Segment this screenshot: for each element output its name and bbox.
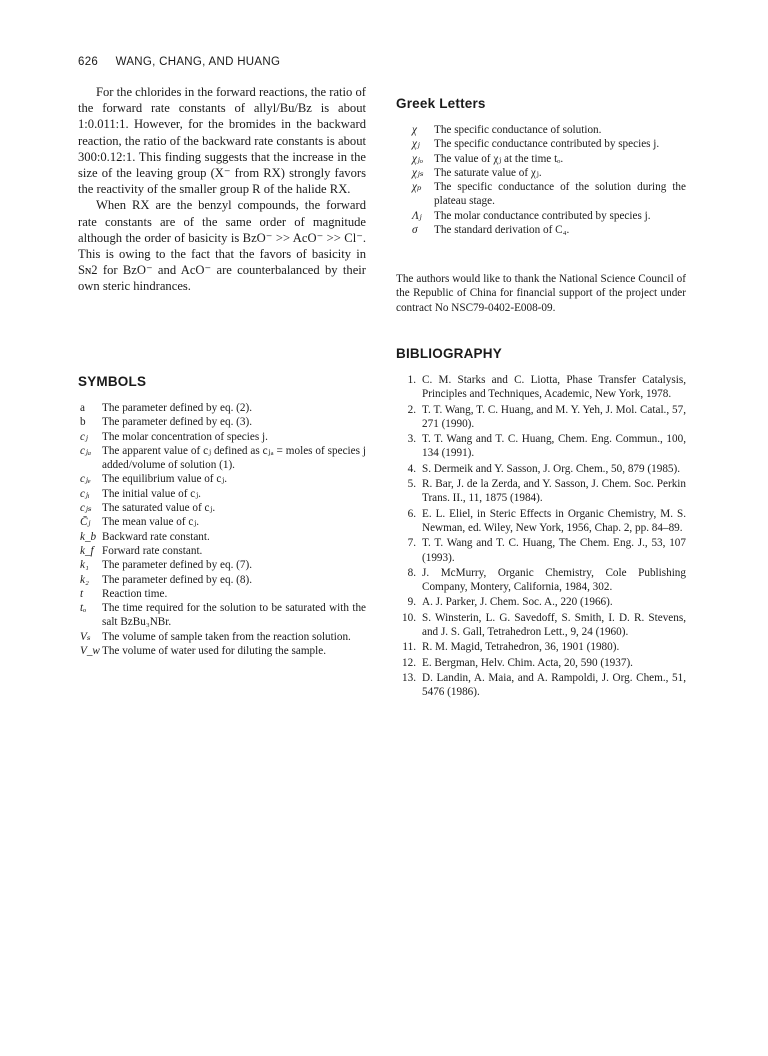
reference-text: S. Winsterin, L. G. Savedoff, S. Smith, I. D. R. Stevens, and J. S. Gall, Tetrahedron Lett., 9, 24 (1960). [422,611,686,639]
symbol-entry [78,444,366,473]
left-column [78,84,366,295]
symbol-label: cⱼₛ [80,502,92,515]
symbol-entry [78,558,366,572]
definition-text: The volume of water used for diluting the sample. [102,645,327,658]
reference-text: T. T. Wang and T. C. Huang, The Chem. Eng. J., 53, 107 (1993). [422,537,686,564]
greek-symbol-label: χ [412,124,417,136]
symbol-label: k₂ [80,573,89,586]
greek-entry [396,223,686,237]
reference-text: E. L. Eliel, in Steric Effects in Organic Chemistry, M. S. Newman, ed. Wiley, New York, 1956, Chap. 2, pp. 84–89. [422,507,686,534]
symbol-label: a [80,402,85,414]
definition-text: The molar conductance contributed by species j. [434,209,651,222]
symbol-label: tₒ [80,602,87,615]
acknowledgment-text: The authors would like to thank the National Science Council of the Republic of China for financial support of the project under contract No NSC79-0402-E008-09. [396,273,686,314]
reference-item [396,566,686,595]
definition-text: The saturate value of χⱼ. [434,166,542,179]
greek-entry [396,166,686,180]
reference-number: 12. [402,656,416,669]
symbols-section [78,374,366,658]
greek-symbol-label: Λⱼ [412,209,422,222]
definition-text: The standard derivation of C₄. [434,224,570,237]
symbol-label: k₁ [80,559,89,572]
symbol-entry [78,415,366,429]
reference-item [396,507,686,536]
reference-text: C. M. Starks and C. Liotta, Phase Transfer Catalysis, Principles and Techniques, Academic, New York, 1978. [422,374,686,401]
greek-symbol-label: χⱼₛ [412,166,424,179]
reference-text: R. M. Magid, Tetrahedron, 36, 1901 (1980). [422,641,620,654]
reference-number: 11. [402,641,416,654]
running-header [78,56,280,68]
symbol-label: cⱼₐ [80,444,92,457]
acknowledgment-section [396,272,686,315]
definition-text: Forward rate constant. [102,544,203,557]
symbol-entry [78,430,366,444]
symbol-label: C̄ⱼ [80,516,91,529]
reference-number: 10. [402,611,416,624]
greek-list [396,123,686,237]
bibliography-list [396,373,686,700]
greek-symbol-label: σ [412,224,418,237]
reference-item [396,403,686,432]
bibliography-heading: BIBLIOGRAPHY [396,346,502,361]
symbol-entry [78,530,366,544]
body-paragraph-1: For the chlorides in the forward reactions, the ratio of the forward rate constants of allyl/Bu/Bz is about 1:0.011:1. However, for the bromides in the backward reaction, the ratio of the backward rate constants is about 300:0.12:1. This finding suggests that the increase in the size of the leaving group (X⁻ from RX) strongly favors the reactivity of the smaller group R of the halide RX. [78,85,366,197]
definition-text: The initial value of cⱼ. [102,487,201,500]
reference-item [396,536,686,565]
definition-text: The parameter defined by eq. (8). [102,573,253,586]
symbol-label: cⱼ [80,430,88,443]
reference-number: 13. [402,671,416,684]
reference-number: 7. [407,537,416,550]
symbol-entry [78,573,366,587]
symbol-entry [78,644,366,658]
reference-text: T. T. Wang, T. C. Huang, and M. Y. Yeh, J. Mol. Catal., 57, 271 (1990). [422,403,686,430]
greek-symbol-label: χⱼₒ [412,152,424,165]
symbol-label: t [80,587,84,600]
reference-text: T. T. Wang and T. C. Huang, Chem. Eng. Commun., 100, 134 (1991). [422,433,686,460]
symbol-entry [78,515,366,529]
definition-text: The molar concentration of species j. [102,430,268,443]
definition-text: The apparent value of cⱼ defined as cⱼₐ = moles of species j added/volume of solution (1). [102,444,366,472]
definition-text: The specific conductance of the solution during the plateau stage. [434,181,686,208]
symbol-entry [78,601,366,630]
symbol-entry [78,487,366,501]
reference-item [396,462,686,476]
definition-text: The equilibrium value of cⱼ. [102,473,228,486]
symbol-entry [78,401,366,415]
definition-text: The parameter defined by eq. (3). [102,416,253,429]
definition-text: The specific conductance contributed by species j. [434,138,660,151]
definition-text: Reaction time. [102,587,168,600]
reference-text: R. Bar, J. de la Zerda, and Y. Sasson, J. Chem. Soc. Perkin Trans. II., 11, 1875 (1984). [422,478,686,505]
definition-text: The parameter defined by eq. (7). [102,559,253,572]
symbol-entry [78,630,366,644]
reference-item [396,611,686,640]
reference-item [396,373,686,402]
reference-item [396,640,686,654]
definition-text: The parameter defined by eq. (2). [102,402,253,414]
symbol-label: k_b [80,530,97,543]
definition-text: Backward rate constant. [102,530,210,543]
symbol-entry [78,472,366,486]
reference-number: 2. [407,403,416,416]
greek-symbol-label: χₚ [412,181,422,194]
reference-text: J. McMurry, Organic Chemistry, Cole Publishing Company, Montery, California, 1984, 302. [422,566,686,594]
greek-section [396,96,686,237]
symbol-label: k_f [80,544,94,557]
symbol-label: V_w [80,645,100,658]
reference-item [396,432,686,461]
definition-text: The volume of sample taken from the reaction solution. [102,630,351,643]
greek-entry [396,137,686,151]
definition-text: The specific conductance of solution. [434,124,602,136]
page-number: 626 [78,56,99,68]
symbol-label: cⱼᵢ [80,487,90,500]
reference-number: 4. [407,462,416,475]
reference-item [396,477,686,506]
definition-text: The mean value of cⱼ. [102,516,200,529]
reference-text: S. Dermeik and Y. Sasson, J. Org. Chem., 50, 879 (1985). [422,462,681,475]
reference-text: A. J. Parker, J. Chem. Soc. A., 220 (1966). [422,596,613,609]
reference-number: 3. [407,433,416,446]
reference-item [396,671,686,700]
reference-number: 5. [407,478,416,491]
running-title: WANG, CHANG, AND HUANG [115,56,281,68]
reference-number: 6. [407,507,416,520]
definition-text: The saturated value of cⱼ. [102,502,216,515]
reference-item [396,656,686,670]
symbol-entry [78,501,366,515]
symbols-list [78,401,366,658]
greek-entry [396,180,686,209]
greek-entry [396,123,686,137]
greek-heading: Greek Letters [396,96,486,111]
definition-text: The value of χⱼ at the time tₒ. [434,152,564,165]
reference-number: 9. [407,596,416,609]
symbol-label: cⱼₑ [80,473,91,486]
greek-symbol-label: χⱼ [412,138,420,151]
greek-entry [396,209,686,223]
reference-number: 8. [407,566,416,579]
symbol-label: Vₛ [80,630,91,643]
bibliography-section [396,346,686,701]
symbol-entry [78,544,366,558]
body-paragraph-2: When RX are the benzyl compounds, the forward rate constants are of the same order of magnitude although the order of basicity is BzO⁻ >> AcO⁻ >> Cl⁻. This is owing to the fact that the favors of basicity in Sɴ2 for BzO⁻ and AcO⁻ are counterbalanced by their own steric hindrances. [78,198,366,294]
greek-entry [396,152,686,166]
reference-text: D. Landin, A. Maia, and A. Rampoldi, J. Org. Chem., 51, 5476 (1986). [422,671,686,699]
reference-text: E. Bergman, Helv. Chim. Acta, 20, 590 (1937). [422,656,633,669]
reference-number: 1. [407,374,416,386]
symbols-heading: SYMBOLS [78,374,147,389]
symbol-label: b [80,416,86,429]
definition-text: The time required for the solution to be saturated with the salt BzBu₃NBr. [102,602,366,629]
reference-item [396,595,686,609]
symbol-entry [78,587,366,601]
